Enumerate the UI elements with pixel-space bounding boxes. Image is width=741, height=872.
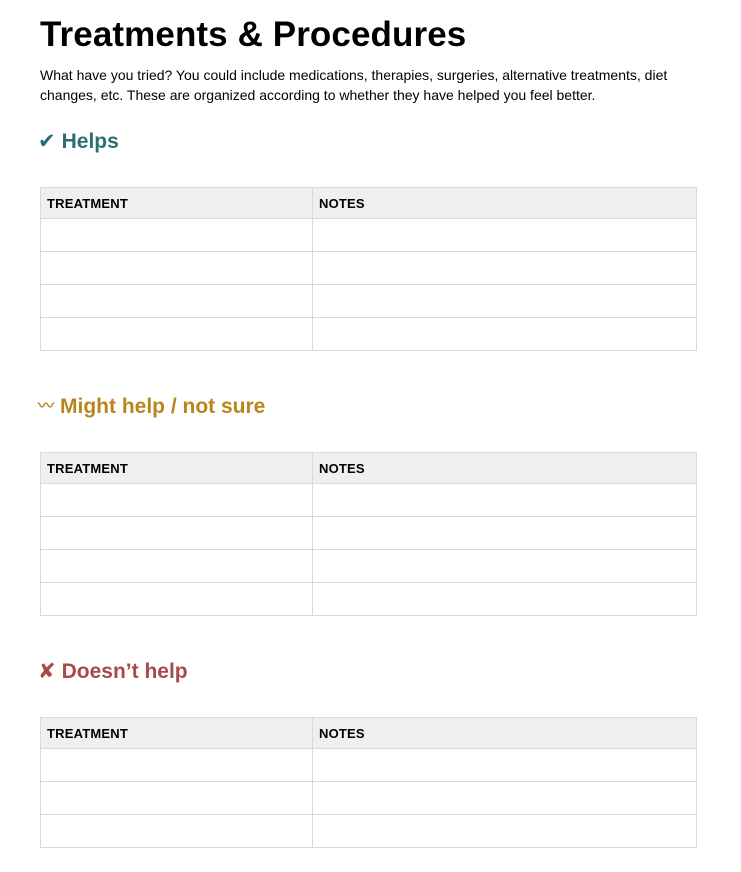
treatment-column-header: TREATMENT [41, 453, 313, 484]
treatment-cell[interactable] [41, 550, 313, 583]
notes-column-header: NOTES [313, 453, 697, 484]
table-header-row [41, 718, 697, 749]
notes-cell[interactable] [313, 583, 697, 616]
section-title: Doesn’t help [61, 660, 188, 683]
notes-cell[interactable] [313, 484, 697, 517]
notes-cell[interactable] [313, 749, 697, 782]
section-heading-helps [38, 128, 119, 156]
notes-cell[interactable] [313, 550, 697, 583]
table-row [41, 219, 697, 252]
treatment-cell[interactable] [41, 749, 313, 782]
table-row [41, 782, 697, 815]
wavy-line-icon: 〰 [38, 398, 55, 415]
check-mark-icon: ✔ [38, 130, 56, 153]
notes-column-header: NOTES [313, 188, 697, 219]
treatment-cell[interactable] [41, 815, 313, 848]
treatment-cell[interactable] [41, 583, 313, 616]
treatment-cell[interactable] [41, 517, 313, 550]
table-row [41, 583, 697, 616]
notes-cell[interactable] [313, 219, 697, 252]
doesnt-help-table [40, 717, 697, 848]
treatment-cell[interactable] [41, 782, 313, 815]
treatment-column-header: TREATMENT [41, 188, 313, 219]
notes-cell[interactable] [313, 252, 697, 285]
table-header-row [41, 453, 697, 484]
notes-cell[interactable] [313, 517, 697, 550]
treatment-cell[interactable] [41, 252, 313, 285]
page-title: Treatments & Procedures [40, 15, 467, 54]
table-row [41, 318, 697, 351]
helps-table [40, 187, 697, 351]
might-help-table [40, 452, 697, 616]
table-row [41, 815, 697, 848]
table-row [41, 749, 697, 782]
section-title: Might help / not sure [60, 395, 266, 418]
treatment-cell[interactable] [41, 484, 313, 517]
notes-cell[interactable] [313, 285, 697, 318]
table-row [41, 252, 697, 285]
section-heading-might-help [38, 393, 265, 421]
notes-cell[interactable] [313, 318, 697, 351]
table-row [41, 484, 697, 517]
notes-cell[interactable] [313, 815, 697, 848]
cross-mark-icon: ✘ [38, 660, 56, 683]
notes-column-header: NOTES [313, 718, 697, 749]
notes-cell[interactable] [313, 782, 697, 815]
treatment-column-header: TREATMENT [41, 718, 313, 749]
section-title: Helps [61, 130, 119, 153]
treatment-cell[interactable] [41, 219, 313, 252]
intro-text: What have you tried? You could include medications, therapies, surgeries, alternative treatments, diet changes, etc. These are organized according to whether they have helped you feel better. [40, 67, 668, 103]
treatment-cell[interactable] [41, 318, 313, 351]
table-row [41, 550, 697, 583]
table-row [41, 517, 697, 550]
table-header-row [41, 188, 697, 219]
treatment-cell[interactable] [41, 285, 313, 318]
table-row [41, 285, 697, 318]
section-heading-doesnt-help [38, 658, 188, 686]
